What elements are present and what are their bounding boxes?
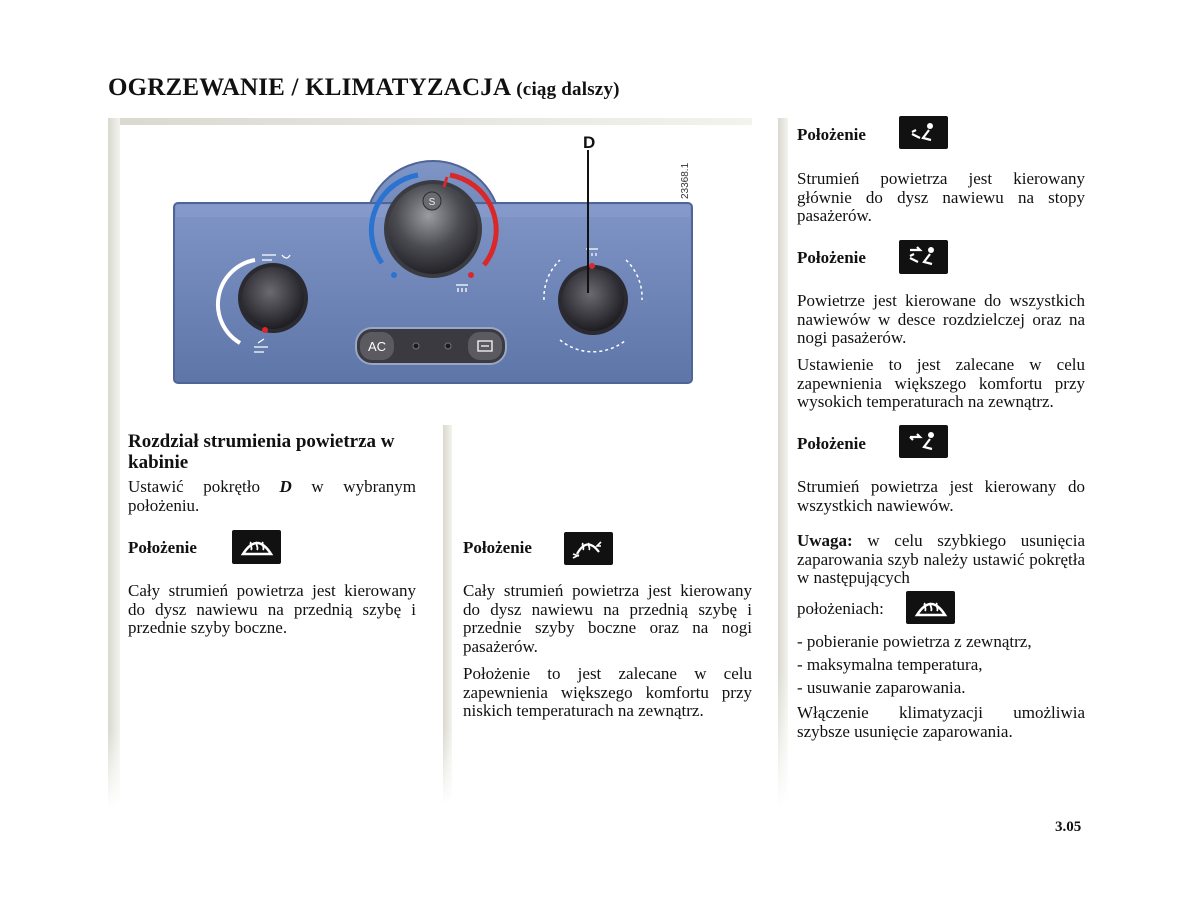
right-column-bar — [778, 118, 788, 808]
list-item: - maksymalna temperatura, — [797, 655, 983, 674]
position-description: Strumień powietrza jest kierowany głównie do dysz nawiewu na stopy pasażerów. — [797, 169, 1085, 225]
position-label: Położenie — [797, 434, 866, 453]
position-description: Cały strumień powietrza jest kierowany do dysz nawiewu na przednią szybę i przednie szyby boczne oraz na nogi pasażerów. — [463, 581, 752, 656]
list-item: - pobieranie powietrza z zewnątrz, — [797, 632, 1032, 651]
note-positions: położeniach: — [797, 599, 884, 618]
heater-control-figure — [120, 125, 752, 415]
position-label: Położenie — [797, 125, 866, 144]
face-airflow-icon — [899, 425, 948, 458]
intro-knob-d: D — [279, 477, 292, 496]
intro-post: w wybranym położeniu. — [128, 477, 416, 515]
temp-knob-label: S — [428, 197, 436, 208]
control-panel-illustration — [120, 125, 752, 415]
list-item: - usuwanie zaparowania. — [797, 678, 966, 697]
position-label: Położenie — [128, 538, 197, 557]
windscreen-defrost-icon — [906, 591, 955, 624]
figure-reference-code: 23368.1 — [680, 162, 691, 199]
position-label: Położenie — [797, 248, 866, 267]
left-column-bar — [108, 418, 120, 808]
figure-top-rule — [108, 118, 752, 125]
closing-paragraph: Włączenie klimatyzacji umożliwia szybsze usunięcie zaparowania. — [797, 703, 1085, 741]
feet-airflow-icon — [899, 116, 948, 149]
page-number: 3.05 — [1055, 819, 1082, 835]
intro-paragraph — [128, 478, 416, 515]
title-subtitle: (ciąg dalszy) — [516, 79, 620, 100]
note-paragraph — [797, 532, 1085, 588]
position-note: Położenie to jest zalecane w celu zapewnienia większego komfortu przy niskich temperaturach na zewnątrz. — [463, 664, 752, 720]
ac-button-label: AC — [367, 339, 387, 354]
windscreen-and-feet-icon — [564, 532, 613, 565]
face-and-feet-airflow-icon — [899, 240, 948, 274]
defog-settings-list — [797, 630, 1085, 699]
position-description: Cały strumień powietrza jest kierowany do dysz nawiewu na przednią szybę i przednie szyby boczne. — [128, 581, 416, 637]
figure-side-bar — [108, 118, 120, 418]
note-text: w celu szybkiego usunięcia zaparowania szyb należy ustawić pokrętła w następujących — [797, 531, 1085, 587]
page-title — [108, 74, 620, 102]
position-description: Strumień powietrza jest kierowany do wszystkich nawiewów. — [797, 477, 1085, 515]
middle-column-bar — [443, 425, 452, 805]
title-main: OGRZEWANIE / KLIMATYZACJA — [108, 74, 510, 101]
intro-pre: Ustawić pokrętło — [128, 477, 280, 496]
figure-label-d: D — [583, 133, 596, 152]
position-label: Położenie — [463, 538, 532, 557]
position-note: Ustawienie to jest zalecane w celu zapewnienia większego komfortu przy wysokich temperaturach na zewnątrz. — [797, 355, 1085, 411]
section-heading: Rozdział strumienia powietrza w kabinie — [128, 431, 395, 473]
position-description: Powietrze jest kierowane do wszystkich nawiewów w desce rozdzielczej oraz na nogi pasażerów. — [797, 291, 1085, 347]
windscreen-defrost-icon — [232, 530, 281, 564]
note-bold: Uwaga: — [797, 531, 853, 550]
